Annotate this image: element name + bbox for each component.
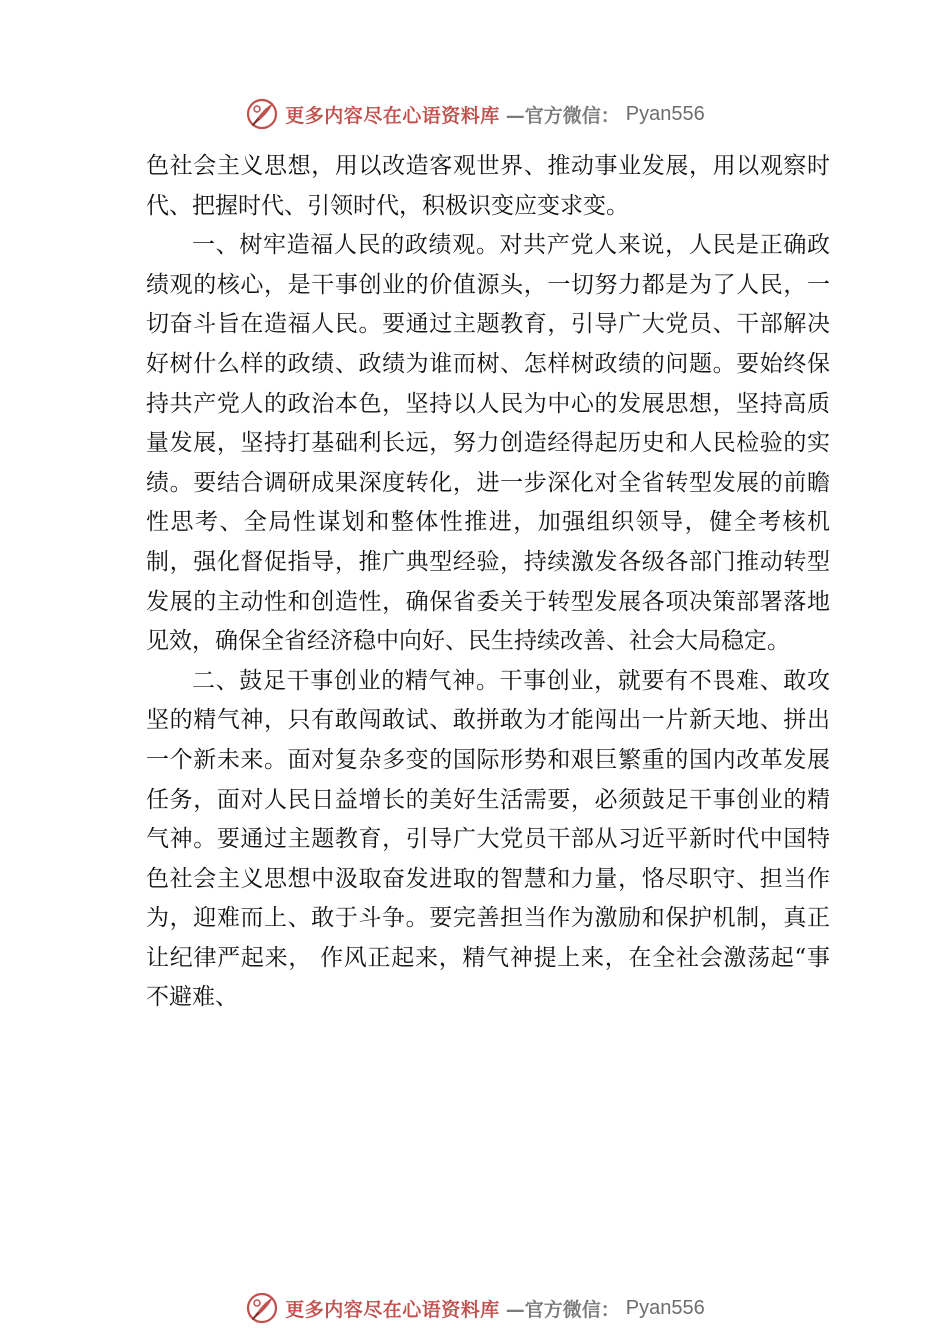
- banner-brand-text: 更多内容尽在心语资料库: [285, 1298, 500, 1321]
- banner-separator-text: —官方微信：: [505, 104, 620, 127]
- banner-account-id: Pyan556: [625, 102, 705, 125]
- footer-banner: [0, 1288, 950, 1328]
- paragraph-section-one: 一、树牢造福人民的政绩观。对共产党人来说，人民是正确政绩观的核心，是干事创业的价值源头，一切努力都是为了人民，一切奋斗旨在造福人民。要通过主题教育，引导广大党员、干部解决好树什么样的政绩、政绩为谁而树、怎样树政绩的问题。要始终保持共产党人的政治本色，坚持以人民为中心的发展思想，坚持高质量发展，坚持打基础利长远，努力创造经得起历史和人民检验的实绩。要结合调研成果深度转化，进一步深化对全省转型发展的前瞻性思考、全局性谋划和整体性推进，加强组织领导，健全考核机制，强化督促指导，推广典型经验，持续激发各级各部门推动转型发展的主动性和创造性，确保省委关于转型发展各项决策部署落地见效，确保全省经济稳中向好、民生持续改善、社会大局稳定。: [146, 232, 830, 655]
- quill-pen-icon: [245, 97, 279, 131]
- quill-pen-icon: [245, 1291, 279, 1325]
- document-body: [146, 147, 830, 1018]
- header-banner: [0, 94, 950, 134]
- banner-brand-text: 更多内容尽在心语资料库: [285, 104, 500, 127]
- paragraph-section-two: 二、鼓足干事创业的精气神。干事创业，就要有不畏难、敢攻坚的精气神，只有敢闯敢试、敢拼敢为才能闯出一片新天地、拼出一个新未来。面对复杂多变的国际形势和艰巨繁重的国内改革发展任务，面对人民日益增长的美好生活需要，必须鼓足干事创业的精气神。要通过主题教育，引导广大党员干部从习近平新时代中国特色社会主义思想中汲取奋发进取的智慧和力量，恪尽职守、担当作为，迎难而上、敢于斗争。要完善担当作为激励和保护机制，真正让纪律严起来， 作风正起来，精气神提上来，在全社会激荡起“事不避难、: [146, 667, 830, 1011]
- paragraph-continued: 色社会主义思想，用以改造客观世界、推动事业发展，用以观察时代、把握时代、引领时代，积极识变应变求变。: [146, 153, 830, 219]
- banner-account-id: Pyan556: [625, 1296, 705, 1319]
- banner-separator-text: —官方微信：: [505, 1298, 620, 1321]
